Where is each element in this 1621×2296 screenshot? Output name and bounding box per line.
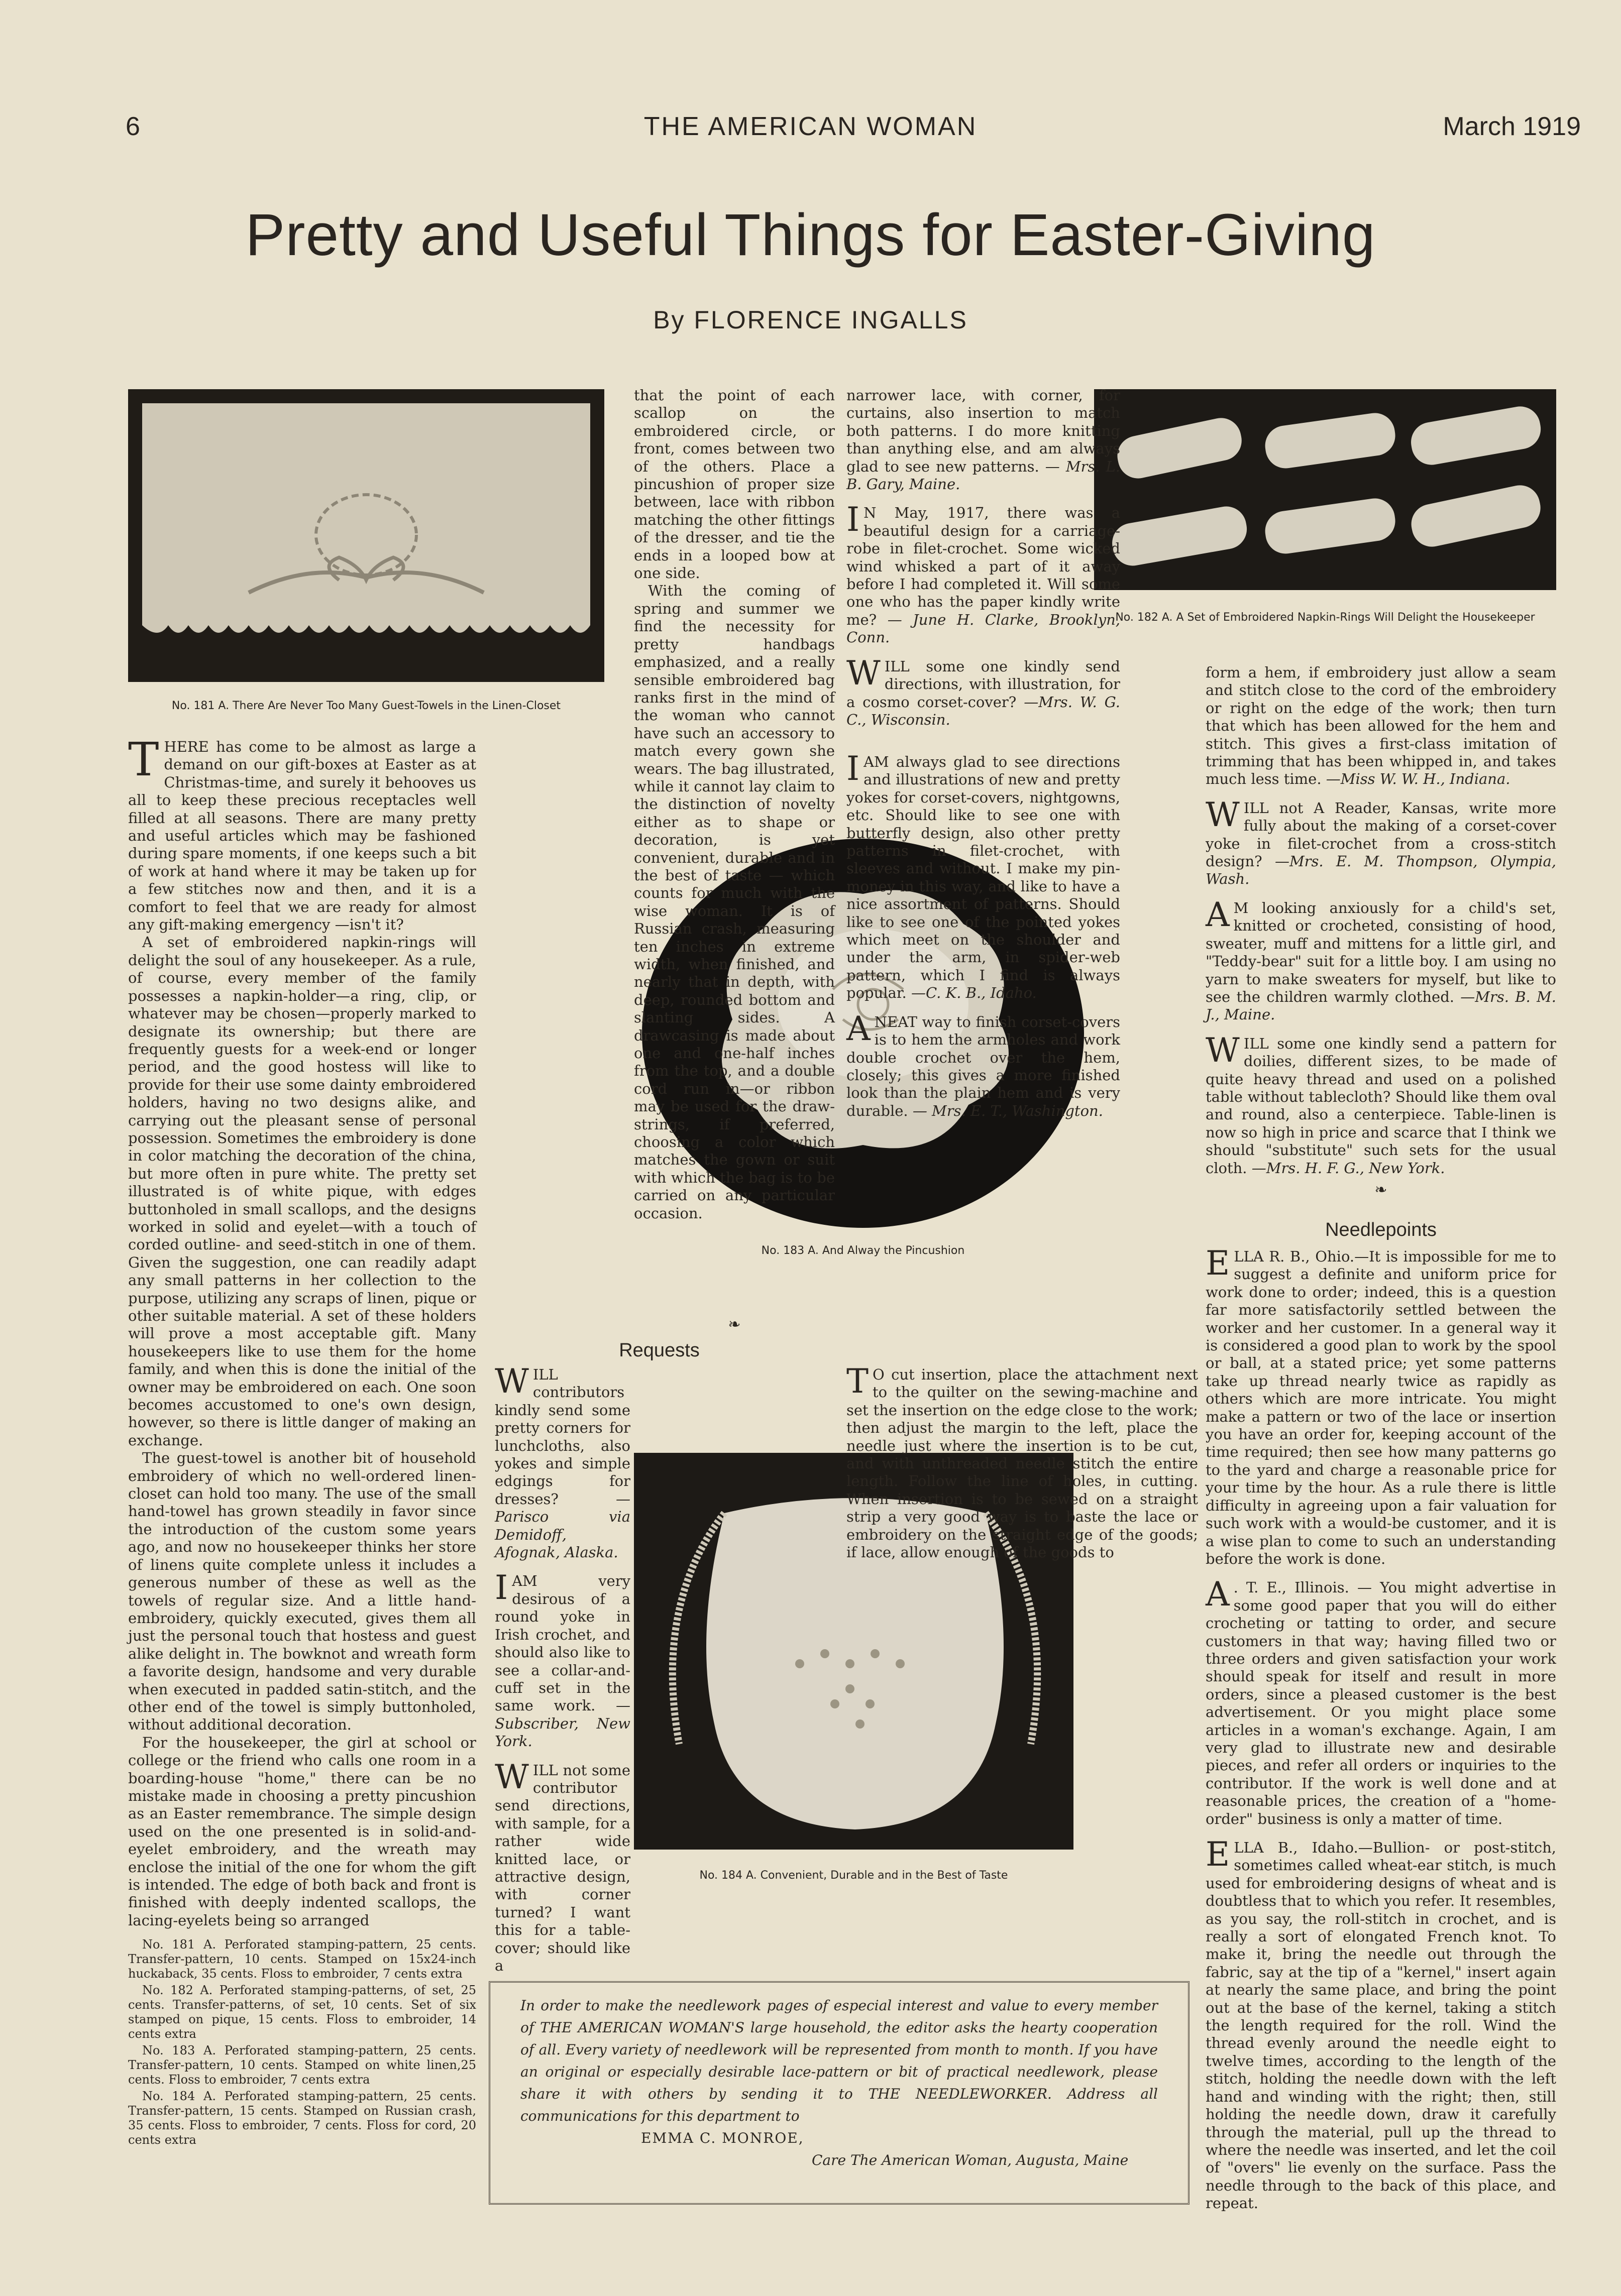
price-item-184: No. 184 A. Perforated stamping-pattern, 25 cents. Transfer-pattern, 15 cents. Stamped on Russian crash, 35 cents. Floss to embroider, 7 cents. Floss for cord, 20 cents extra (128, 2089, 476, 2147)
drop-cap-i: I (495, 1568, 508, 1608)
price-item-183: No. 183 A. Perforated stamping-pattern, 25 cents. Transfer-pattern, 10 cents. Stamped on white linen,25 cents. Floss to embroider, 7 cents extra (128, 2043, 476, 2087)
request-3-continued: narrower lace, with corner, for curtains, also insertion to match both patterns. I do more knitting than anything else, and am always glad to see new patterns. (846, 387, 1120, 475)
request-3-signature: — Mrs. L. B. Gary, Maine. (846, 457, 1120, 493)
drop-cap-e: E (1206, 1244, 1230, 1283)
drop-cap-w5: W (1206, 1030, 1240, 1070)
request-corset-cover: ILL some one kindly send directions, with illustration, for a cosmo corset-cover? (846, 657, 1120, 711)
article-column-3-bottom (846, 1362, 1198, 1954)
tip-corset-covers-signature: — Mrs. E. T., Washington. (912, 1102, 1103, 1119)
napkin-rings-illustration (1094, 389, 1556, 590)
request-1-signature: — Parisco via Demidoff, Afognak, Alaska. (495, 1490, 630, 1561)
tip-continued-signature: —Miss W. W. H., Indiana. (1326, 770, 1510, 788)
napkin-rings-paragraph: A set of embroidered napkin-rings will delight the soul of any housekeeper. As a rule, of course, every member of the family possesses a napkin-holder—a ring, clip, or whatever may be chosen—properly marked to designate its ownership; but there are frequently guests for a week-end or longer period, and the good hostess will like to provide for their use some dainty embroidered holders, having no two designs alike, and carrying out the pleasant sense of personal possession. Sometimes the embroidery is done in color matching the decoration of the china, but more often in pure white. The pretty set illustrated is of white pique, with edges buttonholed in small scallops, and the designs worked in solid and eyelet—with a touch of corded outline- and seed-stitch in one of them. Given the suggestion, one can readily adapt any small patterns in her collection to the purpose, utilizing any scraps of linen, pique or other suitable material. A set of these holders will prove a most acceptable gift. Many housekeepers like to use them for the home family, and when this is done the initial of the owner may be embroidered on each. One soon becomes accustomed to one's own design, however, so there is little danger of making an exchange. (128, 934, 476, 1449)
tip-continued: form a hem, if embroidery just allow a seam and stitch close to the cord of the embroidery or right on the edge of the work; then turn that which has been allowed for the hem and stitch. This gives a first-class imitation of trimming that has been whipped in, and takes much less time. (1206, 664, 1556, 788)
answer-ate: . T. E., Illinois. — You might advertise in some good paper that you will do either crocheting or tatting to order, and secure customers in that way; having filled two or three orders and given satisfaction your work should speak for itself and result in more orders, since a pleased customer is the best advertisement. Or you might place some articles in a woman's exchange. Again, I am very glad to illustrate new and desirable pieces, and refer all orders or inquiries to the contributor. If the work is well done and at reasonable prices, the creation of a "home-order" business is only a matter of time. (1206, 1579, 1556, 1827)
request-filet-yoke-signature: —Mrs. E. M. Thompson, Olympia, Wash. (1206, 853, 1557, 888)
article-column-1 (128, 733, 476, 1929)
drop-cap-t2: T (846, 1362, 869, 1401)
drop-cap-a2: A (1206, 895, 1230, 934)
drop-cap-w4: W (1206, 795, 1240, 834)
request-1: ILL contributors kindly send some pretty corners for lunchcloths, also yokes and simple edgings for dresses? (495, 1366, 630, 1508)
request-child-set: M looking anxiously for a child's set, knitted or crocheted, consisting of hood, sweater, muff and mittens for a little girl, and "Teddy-bear" suit for a little boy. I am using no yarn to make sweaters for myself, but like to see the children warmly clothed. (1206, 899, 1556, 1005)
drop-cap-w: W (495, 1362, 529, 1401)
requests-heading: Requests (619, 1340, 700, 1361)
caption-181: No. 181 A. There Are Never Too Many Guest-Towels in the Linen-Closet (171, 700, 561, 712)
request-3: ILL not some contributor send directions, with sample, for a rather wide knitted lace, or attractive design, with corner turned? I want this for a table-cover; should like a (495, 1761, 630, 1974)
pincushion-paragraph: For the housekeeper, the girl at school or college or the friend who calls one room in a boarding-house "home," there can be no mistake made in choosing a pretty pincushion as an Easter remembrance. The simple design used on the one presented is in solid-and-eyelet embroidery, and the wreath may enclose the initial of the one for whom the gift is intended. The edge of both back and front is finished with deeply indented scallops, the lacing-eyelets being so arranged (128, 1734, 476, 1929)
request-doilies-signature: —Mrs. H. F. G., New York. (1251, 1159, 1445, 1177)
drop-cap-i2: I (846, 500, 860, 539)
drop-cap-a: A (846, 1009, 871, 1048)
request-corset-cover-signature: —Mrs. W. G. C., Wisconsin. (846, 693, 1121, 728)
request-filet-yoke: ILL not A Reader, Kansas, write more fully about the making of a corset-cover yoke in filet-crochet from a cross-stitch design? (1206, 799, 1556, 870)
request-2: AM very desirous of a round yoke in Irish crochet, and should also like to see a collar-and-cuff set in the same work. (495, 1572, 630, 1714)
notice-name: EMMA C. MONROE, (641, 2130, 804, 2146)
article-title: Pretty and Useful Things for Easter-Giving (245, 202, 1376, 268)
napkin-rings-photo (1094, 389, 1556, 590)
magazine-title: THE AMERICAN WOMAN (643, 112, 978, 141)
request-yokes-signature: —C. K. B., Idaho. (911, 984, 1037, 1002)
drop-cap-w2: W (495, 1757, 529, 1796)
price-item-181: No. 181 A. Perforated stamping-pattern, 25 cents. Transfer-pattern, 10 cents. Stamped on 15x24-inch huckaback, 35 cents. Floss to embroider, 7 cents extra (128, 1937, 476, 1981)
drop-cap-a3: A (1206, 1575, 1230, 1614)
answer-ella-b: LLA B., Idaho.—Bullion- or post-stitch, sometimes called wheat-ear stitch, is much used for embroidering designs of wheat and is doubtless that to which you refer. It resembles, as you say, the roll-stitch in crochet, and is really a sort of elongated French knot. To make it, bring the needle out through the fabric, say at the tip of a "kernel," insert again at nearly the same place, and bring the point out at the base of the kernel, taking a stitch the length required for the roll. Wind the thread evenly around the needle eight to twelve times, according to the length of the stitch, holding the needle down with the left hand and winding with the right; then, still holding the needle down, draw it carefully through the material, pull up the thread to where the needle was inserted, and let the coil of "overs" lie evenly on the surface. Pass the needle through to the back of this place, and repeat. (1206, 1839, 1556, 2212)
tip-cut-insertion: O cut insertion, place the attachment next to the quilter on the sewing-machine and set the insertion on the edge close to the work; then adjust the margin to the left, place the needle just where the insertion is to be cut, and with unthreaded needle stitch the entire length. Follow the line of holes, in cutting. When insertion is to be sewed on a straight strip a very good way is to baste the lace or embroidery on the straight edge of the goods; if lace, allow enough of the goods to (846, 1366, 1198, 1561)
guest-towel-paragraph: The guest-towel is another bit of household embroidery of which no well-ordered linen-closet can hold too many. The use of the small hand-towel has grown steadily in favor since the introduction of the custom some years ago, and now no housekeeper thinks her store of linens quite complete unless it includes a generous number of these as well as the towels of regular size. And a little hand-embroidery, quickly executed, gives them all just the personal touch that hostess and guest alike delight in. The bowknot and wreath form a favorite design, handsome and very durable when executed in padded satin-stitch, and the other end of the towel is simply buttonholed, without additional decoration. (128, 1449, 476, 1734)
article-column-4 (1206, 664, 1556, 1186)
caption-182: No. 182 A. A Set of Embroidered Napkin-Rings Will Delight the Housekeeper (1115, 611, 1535, 624)
towel-illustration (128, 389, 604, 682)
article-column-2-top (634, 387, 835, 1222)
needlepoints-heading: Needlepoints (1325, 1219, 1437, 1240)
notice-text: In order to make the needlework pages of especial interest and value to every member of THE AMERICAN WOMAN'S large household, the editor asks the hearty cooperation of all. Every variety of needlework will be represented from month to month. If you have an original or especially desirable lace-pattern or bit of practical needlework, please share it with others by sending it to THE NEEDLEWORKER. Address all communications for this department to (520, 1997, 1158, 2124)
intro-paragraph: HERE has come to be almost as large a demand on our gift-boxes at Easter as at Christmas-time, and surely it behooves us all to keep these precious receptacles well filled at all seasons. There are many pretty and useful articles which may be fashioned during spare moments, if one keeps such a bit of work at hand where it may be taken up for a few stitches now and then, and it is a comfort to feel that we are ready for almost any gift-making emergency —isn't it? (128, 738, 476, 934)
tip-corset-covers: NEAT way to finish corset-covers is to hem the armholes and work double crochet over the hem, closely; this gives a more finished look than the plain hem and is very durable. (846, 1013, 1120, 1119)
ornament-1: ❧ (728, 1316, 741, 1333)
drop-cap-e2: E (1206, 1835, 1230, 1874)
drop-cap-w3: W (846, 653, 881, 693)
request-doilies: ILL some one kindly send a pattern for doilies, different sizes, to be made of quite heavy thread and used on a polished table without tablecloth? Should like them oval and round, also a centerpiece. Table-linen is now so high in price and scarce that I think we should "substitute" such sets for the usual cloth. (1206, 1035, 1556, 1177)
pincushion-continued: that the point of each scallop on the embroidered circle, or front, comes between two of the others. Place a pincushion of proper size between, lace with ribbon matching the other fittings of the dresser, and tie the ends in a looped bow at one side. (634, 387, 835, 582)
request-carriage-robe: N May, 1917, there was a beautiful design for a carriage-robe in filet-crochet. Some wicked wind whisked a part of it away before I had completed it. Will some one who has the paper kindly write me? (846, 504, 1120, 628)
towel-photo (128, 389, 604, 682)
page-number: 6 (126, 112, 140, 141)
handbag-paragraph: With the coming of spring and summer we find the necessity for pretty handbags emphasized, and a really sensible embroidered bag ranks first in the mind of the woman who cannot have such an accessory to match every gown she wears. The bag illustrated, while it cannot lay claim to the distinction of novelty either as to shape or decoration, is yet convenient, durable and in the best of taste — which counts for much with the wise woman. It is of Russian crash, measuring ten inches in extreme width, when finished, and nearly that in depth, with deep, rounded bottom and slanting sides. A drawcasing is made about one and one-half inches from the top, and a double cord run in—or ribbon may be used for the draw-strings, if preferred, choosing a color which matches the gown or suit with which the bag is to be carried on any particular occasion. (634, 582, 835, 1222)
drop-cap-i3: I (846, 749, 860, 788)
price-item-182: No. 182 A. Perforated stamping-patterns, of set, 25 cents. Transfer-patterns, of set, 10 cents. Set of six stamped on pique, 15 cents. Floss to embroider, 14 cents extra (128, 1983, 476, 2041)
request-yokes: AM always glad to see directions and illustrations of new and pretty yokes for corset-covers, nightgowns, etc. Should like to see one with butterfly design, also other pretty patterns in filet-crochet, with sleeves and without. I make my pin-money in this way, and like to have a nice assortment of patterns. Should like to see one of the pointed yokes which meet on the shoulder and under the arm, in spider-web pattern, which I find is always popular. (846, 753, 1120, 1002)
requests-column (495, 1362, 630, 1974)
request-child-set-signature: —Mrs. B. M. J., Maine. (1206, 988, 1556, 1023)
issue-date: March 1919 (1443, 112, 1581, 141)
notice-address: Care The American Woman, Augusta, Maine (812, 2152, 1129, 2168)
article-byline: By FLORENCE INGALLS (653, 306, 968, 334)
drop-cap-t: T (128, 733, 159, 786)
caption-183: No. 183 A. And Alway the Pincushion (761, 1244, 965, 1257)
needlepoints-column (1206, 1244, 1556, 2212)
request-2-signature: —Subscriber, New York. (495, 1697, 630, 1750)
price-list (128, 1937, 476, 2147)
request-carriage-robe-signature: — June H. Clarke, Brooklyn, Conn. (846, 611, 1120, 646)
editor-notice (489, 1981, 1190, 2205)
answer-ella-rb: LLA R. B., Ohio.—It is impossible for me to suggest a definite and uniform price for work done to order; indeed, this is a question far more satisfactorily settled between the worker and her customer. In a general way it is considered a good plan to work by the spool or ball, at a stated price; yet some patterns take up thread nearly twice as rapidly as others which are more intricate. You might make a pattern or two of the lace or insertion you have an order for, keeping account of the time required; then see how many patterns go to the yard and charge a reasonable price for your time by the hour. As a rule there is little difficulty in agreeing upon a fair valuation for such work with a would-be customer, and it is a wise plan to come to such an understanding before the work is done. (1206, 1248, 1556, 1567)
caption-184: No. 184 A. Convenient, Durable and in the Best of Taste (699, 1869, 1008, 1882)
ornament-2: ❧ (1374, 1181, 1387, 1199)
